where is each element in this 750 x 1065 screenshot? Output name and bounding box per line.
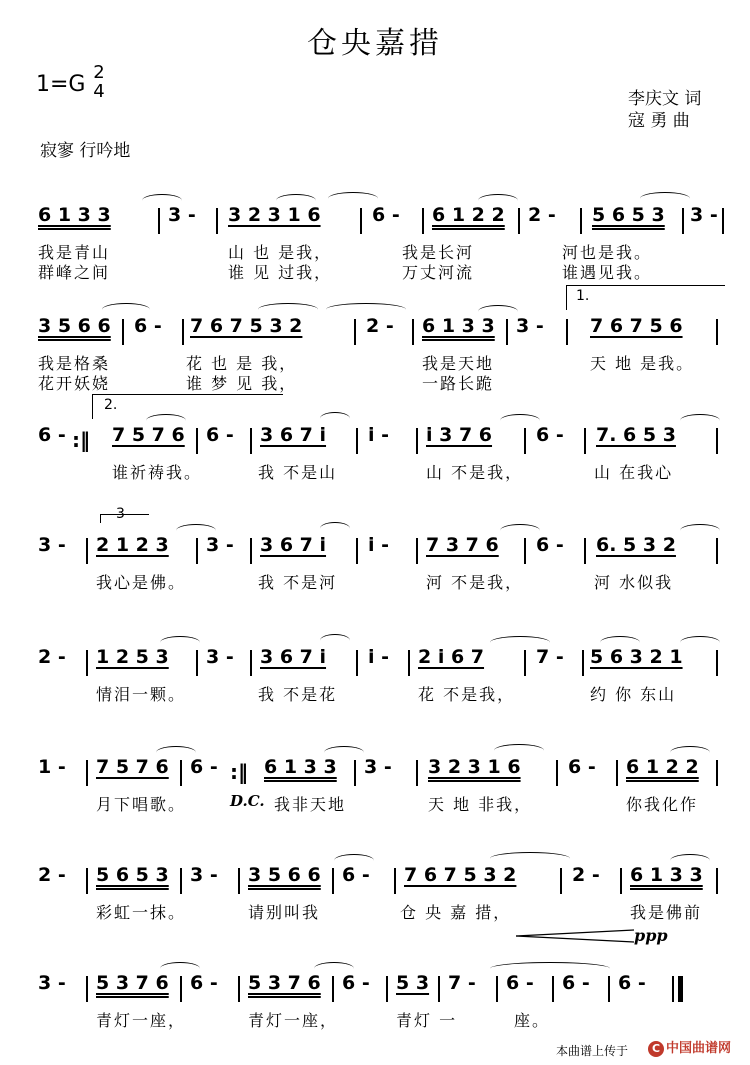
measure: 5 3 7 6 — [96, 972, 169, 994]
measure: 6 - — [568, 756, 596, 778]
lyric: 一路长跪 — [422, 374, 495, 393]
lyric: 我 不是花 — [258, 685, 338, 704]
measure: 3 - — [38, 972, 66, 994]
lyric: 山 也 是我， — [228, 243, 333, 262]
lyric: 花开妖娆 — [38, 374, 111, 393]
lyric: 群峰之间 — [38, 263, 111, 282]
measure: 7 6 7 5 6 — [590, 315, 683, 337]
measure: 5 3 7 6 — [248, 972, 321, 994]
lyric: 河 水似我 — [594, 573, 674, 592]
measure: 6 - — [536, 534, 564, 556]
measure: 3 - — [206, 534, 234, 556]
measure: 5 6 5 3 — [96, 864, 169, 886]
measure: 6 - — [342, 972, 370, 994]
lyric: 我是天地 — [422, 354, 495, 373]
measure: 2 - — [572, 864, 600, 886]
site-logo-icon: C — [648, 1041, 664, 1057]
measure: 2 - — [528, 204, 556, 226]
measure: 6 - — [134, 315, 162, 337]
measure: 3 5 6 6 — [248, 864, 321, 886]
lyric: 山 不是我， — [426, 463, 524, 482]
measure: 1 2 5 3 — [96, 646, 169, 668]
lyric: 我 不是河 — [258, 573, 338, 592]
measure: 3 6 7 i — [260, 646, 327, 668]
decrescendo-hairpin — [516, 928, 634, 944]
lyric: 我是佛前 — [630, 903, 703, 922]
measure: 6 1 3 3 — [630, 864, 703, 886]
lyric: 河也是我。 — [562, 243, 653, 262]
volta-ending-1: 1. — [576, 288, 590, 304]
meter-bottom: 4 — [93, 81, 105, 102]
lyric: 天 地 是我。 — [590, 354, 695, 373]
score-system-4 — [30, 506, 725, 624]
measure: 6 - — [562, 972, 590, 994]
measure: 2 - — [366, 315, 394, 337]
measure: 7 - — [536, 646, 564, 668]
measure: 3 - — [206, 646, 234, 668]
repeat-sign: :‖ — [230, 760, 248, 784]
lyric: 月下唱歌。 — [96, 795, 187, 814]
lyric: 约 你 东山 — [590, 685, 677, 704]
lyric: 谁 梦 见 我， — [186, 374, 298, 393]
measure: 2 i 6 7 — [418, 646, 485, 668]
time-signature — [90, 63, 108, 101]
lyric: 万丈河流 — [402, 263, 475, 282]
dynamic-marking: ppp — [634, 926, 668, 945]
measure: 3 5 6 6 — [38, 315, 111, 337]
key-signature: 1=G — [36, 72, 86, 97]
volta-ending-2: 2. — [104, 397, 118, 413]
lyric: 我是青山 — [38, 243, 111, 262]
measure: 6 - — [372, 204, 400, 226]
lyric: 谁 见 过我， — [228, 263, 333, 282]
measure: 1 - — [38, 756, 66, 778]
score-system-3 — [30, 397, 725, 514]
meter-top: 2 — [93, 62, 105, 83]
measure: 6. 5 3 2 — [596, 534, 676, 556]
score-system-5 — [30, 646, 725, 736]
measure: i 3 7 6 — [426, 424, 493, 446]
measure: 6 - — [190, 972, 218, 994]
repeat-sign: :‖ — [72, 428, 90, 452]
measure: 6 - — [618, 972, 646, 994]
lyric: 青灯一座， — [96, 1011, 187, 1030]
measure: 6 - — [206, 424, 234, 446]
site-logo[interactable] — [648, 1037, 731, 1057]
measure: 3 - — [168, 204, 196, 226]
lyric: 谁祈祷我。 — [112, 463, 203, 482]
score-system-6 — [30, 756, 725, 846]
lyric: 花 不是我， — [418, 685, 516, 704]
measure: 3 - — [516, 315, 544, 337]
measure: i - — [368, 646, 390, 668]
measure: i - — [368, 424, 390, 446]
measure: 6 1 3 3 — [422, 315, 495, 337]
lyricist-credit: 李庆文 词 — [628, 89, 702, 109]
measure: 7 6 7 5 3 2 — [404, 864, 517, 886]
lyric: 我是长河 — [402, 243, 475, 262]
lyric: 你我化作 — [626, 795, 699, 814]
song-title: 仓央嘉措 — [307, 26, 443, 61]
lyric: 我心是佛。 — [96, 573, 187, 592]
measure: 3 6 7 i — [260, 424, 327, 446]
measure: 7 - — [448, 972, 476, 994]
lyric: 青灯一座， — [248, 1011, 339, 1030]
lyric: 仓 央 嘉 措， — [400, 903, 512, 922]
measure: 7 5 7 6 — [112, 424, 185, 446]
measure: 6 1 3 3 — [38, 204, 111, 226]
lyric: 请别叫我 — [248, 903, 321, 922]
measure: 5 6 3 2 1 — [590, 646, 683, 668]
measure: 6 - — [506, 972, 534, 994]
site-logo-text: 中国曲谱网 — [666, 1041, 732, 1056]
measure: 6 - — [38, 424, 66, 446]
measure: 3 6 7 i — [260, 534, 327, 556]
lyric: 山 在我心 — [594, 463, 674, 482]
lyric: 花 也 是 我， — [186, 354, 298, 373]
measure: 3 - — [190, 864, 218, 886]
measure: 3 - — [38, 534, 66, 556]
measure: 2 - — [38, 646, 66, 668]
lyric: 河 不是我， — [426, 573, 524, 592]
measure: 3 - — [364, 756, 392, 778]
upload-caption: 本曲谱上传于 — [556, 1044, 629, 1058]
measure: 2 - — [38, 864, 66, 886]
da-capo-mark: D.C. — [230, 792, 265, 810]
measure: 6 - — [342, 864, 370, 886]
triplet-mark: 3 — [116, 506, 125, 522]
lyric: 彩虹一抹。 — [96, 903, 187, 922]
lyric: 天 地 非我， — [428, 795, 533, 814]
measure: 6 1 3 3 — [264, 756, 337, 778]
tempo-marking: 寂寥 行吟地 — [40, 141, 131, 161]
measure: 3 2 3 1 6 — [228, 204, 321, 226]
measure: 6 - — [536, 424, 564, 446]
measure: 6 1 2 2 — [626, 756, 699, 778]
score-system-1 — [30, 204, 725, 294]
measure: 5 3 — [396, 972, 430, 994]
measure: i - — [368, 534, 390, 556]
measure: 6 1 2 2 — [432, 204, 505, 226]
measure: 7 5 7 6 — [96, 756, 169, 778]
lyric: 我非天地 — [274, 795, 347, 814]
lyric: 谁遇见我。 — [562, 263, 653, 282]
lyric: 座。 — [514, 1011, 551, 1030]
lyric: 我 不是山 — [258, 463, 338, 482]
lyric: 情泪一颗。 — [96, 685, 187, 704]
measure: 3 - — [690, 204, 718, 226]
lyric: 青灯 一 — [396, 1011, 458, 1030]
composer-credit: 寇 勇 曲 — [628, 111, 690, 131]
measure: 7. 6 5 3 — [596, 424, 676, 446]
score-system-2 — [30, 288, 725, 405]
measure: 6 - — [190, 756, 218, 778]
lyric: 我是格桑 — [38, 354, 111, 373]
measure: 3 2 3 1 6 — [428, 756, 521, 778]
measure: 5 6 5 3 — [592, 204, 665, 226]
measure: 2 1 2 3 — [96, 534, 169, 556]
measure: 7 3 7 6 — [426, 534, 499, 556]
measure: 7 6 7 5 3 2 — [190, 315, 303, 337]
